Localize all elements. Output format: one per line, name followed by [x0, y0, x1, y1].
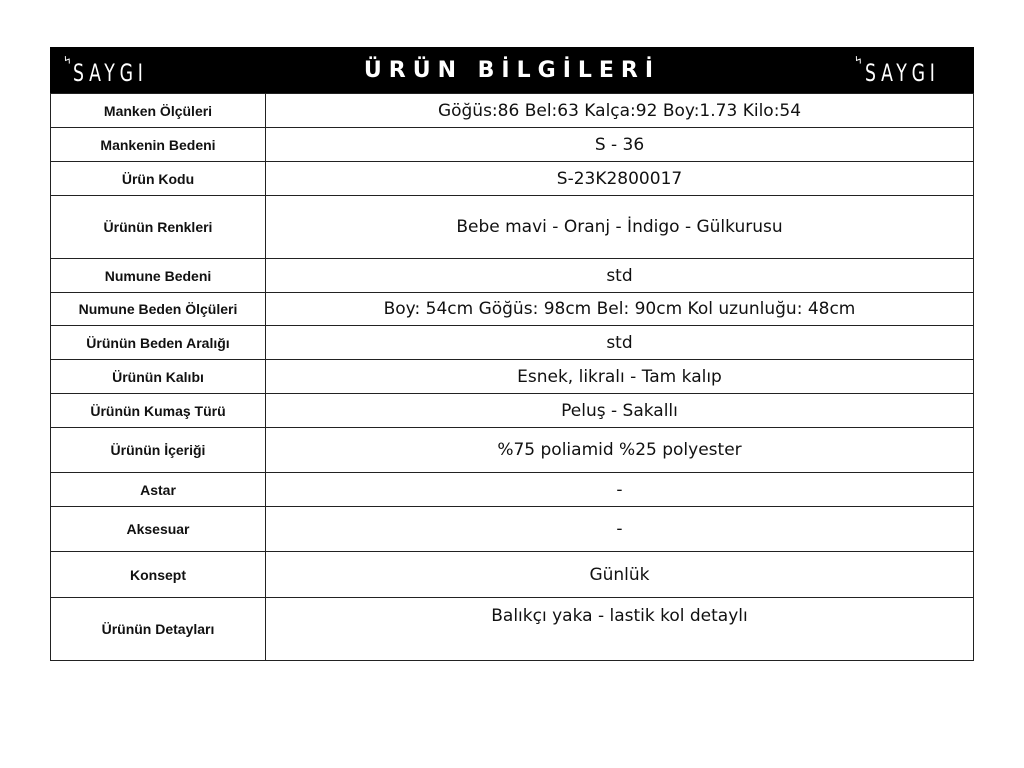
table-row — [51, 473, 974, 507]
table-row — [51, 394, 974, 428]
row-value: S-23K2800017 — [266, 162, 974, 196]
table-row — [51, 128, 974, 162]
row-label: Manken Ölçüleri — [51, 94, 266, 128]
row-value: Bebe mavi - Oranj - İndigo - Gülkurusu — [266, 196, 974, 259]
row-value: Günlük — [266, 552, 974, 598]
lightning-icon: ϟ — [853, 53, 865, 68]
row-label: Konsept — [51, 552, 266, 598]
table-row — [51, 598, 974, 661]
row-label: Ürünün Kumaş Türü — [51, 394, 266, 428]
row-label: Ürünün Beden Aralığı — [51, 326, 266, 360]
row-label: Ürünün Kalıbı — [51, 360, 266, 394]
row-value: Peluş - Sakallı — [266, 394, 974, 428]
brand-logo-right — [855, 55, 958, 85]
table-row — [51, 293, 974, 326]
table-row — [51, 507, 974, 552]
table-row — [51, 259, 974, 293]
lightning-icon: ϟ — [61, 53, 74, 68]
row-value: Boy: 54cm Göğüs: 98cm Bel: 90cm Kol uzunluğu: 48cm — [266, 293, 974, 326]
row-value: S - 36 — [266, 128, 974, 162]
table-row — [51, 196, 974, 259]
row-label: Ürünün Detayları — [51, 598, 266, 661]
row-label: Astar — [51, 473, 266, 507]
row-label: Numune Bedeni — [51, 259, 266, 293]
product-info-table — [50, 93, 974, 661]
row-label: Mankenin Bedeni — [51, 128, 266, 162]
row-label: Ürünün Renkleri — [51, 196, 266, 259]
product-info-sheet — [50, 47, 974, 661]
table-row — [51, 162, 974, 196]
row-value: std — [266, 259, 974, 293]
row-label: Numune Beden Ölçüleri — [51, 293, 266, 326]
header-banner — [50, 47, 974, 93]
table-row — [51, 94, 974, 128]
brand-logo-text: SAYGI — [73, 59, 148, 87]
row-label: Ürün Kodu — [51, 162, 266, 196]
row-label: Ürünün İçeriği — [51, 428, 266, 473]
row-value: Esnek, likralı - Tam kalıp — [266, 360, 974, 394]
row-value: Balıkçı yaka - lastik kol detaylı — [266, 598, 974, 661]
row-value: - — [266, 507, 974, 552]
table-row — [51, 428, 974, 473]
table-row — [51, 552, 974, 598]
page-title: ÜRÜN BİLGİLERİ — [363, 57, 661, 83]
row-value: %75 poliamid %25 polyester — [266, 428, 974, 473]
row-value: std — [266, 326, 974, 360]
brand-logo-text: SAYGI — [864, 59, 940, 87]
row-value: Göğüs:86 Bel:63 Kalça:92 Boy:1.73 Kilo:54 — [266, 94, 974, 128]
row-value: - — [266, 473, 974, 507]
row-label: Aksesuar — [51, 507, 266, 552]
table-row — [51, 360, 974, 394]
brand-logo-left — [61, 53, 167, 87]
table-row — [51, 326, 974, 360]
